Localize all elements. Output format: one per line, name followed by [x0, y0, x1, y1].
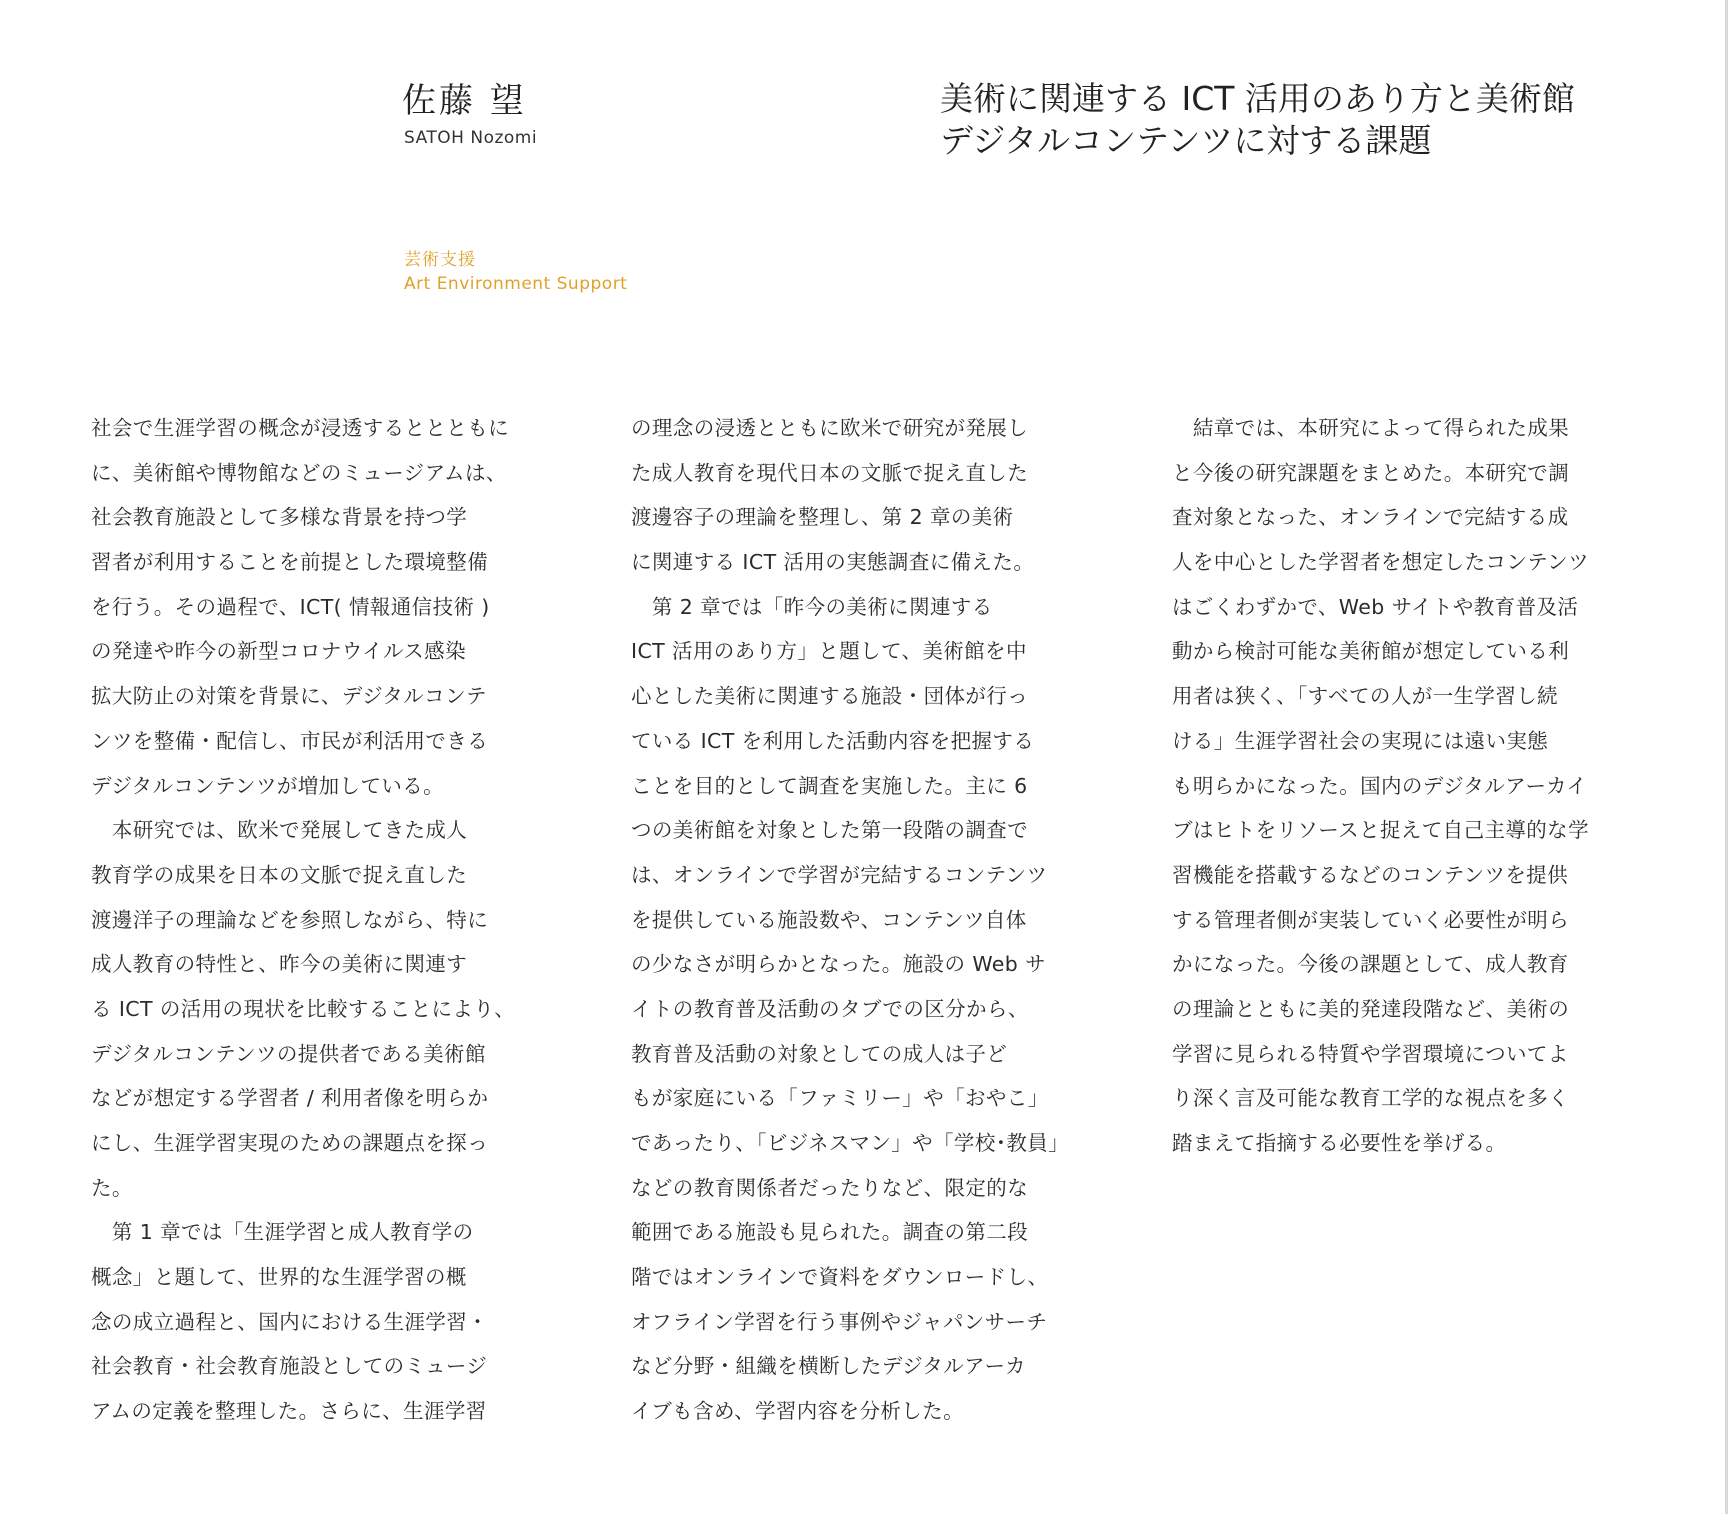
body-text-line: など分野・組織を横断したデジタルアーカ: [631, 1354, 1026, 1379]
body-text-line: も明らかになった。国内のデジタルアーカイ: [1172, 773, 1588, 798]
body-text-line: 人を中心とした学習者を想定したコンテンツ: [1172, 550, 1589, 575]
body-text-line: 概念」と題して、世界的な生涯学習の概: [91, 1265, 467, 1290]
body-text-line: 学習に見られる特質や学習環境についてよ: [1172, 1041, 1569, 1066]
body-text-line: 教育学の成果を日本の文脈で捉え直した: [91, 862, 468, 887]
author-name-japanese: 佐藤 望: [402, 81, 527, 121]
body-column-1: [91, 406, 561, 1434]
body-text-line: 渡邊洋子の理論などを参照しながら、特に: [91, 907, 489, 932]
body-text-line: ている ICT を利用した活動内容を把握する: [631, 728, 1035, 753]
title-line: 美術に関連する ICT 活用のあり方と美術館: [940, 79, 1575, 118]
body-text-line: に関連する ICT 活用の実態調査に備えた。: [631, 550, 1035, 575]
body-text-line: などの教育関係者だったりなど、限定的な: [631, 1175, 1029, 1200]
body-text-line: デジタルコンテンツの提供者である美術館: [91, 1041, 486, 1066]
body-text-line: イトの教育普及活動のタブでの区分から、: [631, 996, 1029, 1021]
paper-title: [940, 78, 1660, 162]
body-text-line: 第 2 章では「昨今の美術に関連する: [631, 594, 993, 619]
body-text-line: オフライン学習を行う事例やジャパンサーチ: [631, 1309, 1048, 1334]
body-text-line: 社会教育・社会教育施設としてのミュージ: [91, 1354, 488, 1379]
body-text-line: 踏まえて指摘する必要性を挙げる。: [1172, 1131, 1507, 1155]
body-text-line: ICT 活用のあり方」と題して、美術館を中: [631, 639, 1027, 664]
department-name-japanese: 芸術支援: [404, 250, 476, 270]
body-text-line: 心とした美術に関連する施設・団体が行っ: [631, 684, 1029, 709]
body-text-line: もが家庭にいる「ファミリー」や「おやこ」: [631, 1086, 1049, 1111]
body-text-line: ことを目的として調査を実施した。主に 6: [631, 773, 1028, 798]
body-text-line: の少なさが明らかとなった。施設の Web サ: [631, 952, 1047, 977]
body-text-line: 習者が利用することを前提とした環境整備: [91, 550, 489, 575]
body-text-line: デジタルコンテンツが増加している。: [91, 773, 445, 798]
body-text-line: 査対象となった、オンラインで完結する成: [1172, 505, 1569, 530]
body-text-line: 階ではオンラインで資料をダウンロードし、: [631, 1265, 1049, 1290]
body-text-line: 社会で生涯学習の概念が浸透するととともに: [91, 416, 509, 440]
body-text-line: の理論とともに美的発達段階など、美術の: [1172, 996, 1570, 1021]
body-text-line: を行う。その過程で、ICT( 情報通信技術 ): [91, 594, 490, 619]
department-name-english: Art Environment Support: [404, 274, 628, 294]
body-text-line: に、美術館や博物館などのミュージアムは、: [91, 460, 507, 485]
body-text-line: かになった。今後の課題として、成人教育: [1172, 952, 1569, 977]
body-text-line: た成人教育を現代日本の文脈で捉え直した: [631, 460, 1029, 485]
body-text-line: の理念の浸透とともに欧米で研究が発展し: [631, 416, 1029, 440]
title-line: デジタルコンテンツに対する課題: [940, 121, 1432, 160]
body-text-line: と今後の研究課題をまとめた。本研究で調: [1172, 460, 1570, 485]
body-text-line: 習機能を搭載するなどのコンテンツを提供: [1172, 862, 1569, 887]
body-column-3: [1172, 406, 1642, 1166]
body-text-line: 成人教育の特性と、昨今の美術に関連す: [91, 952, 468, 977]
body-text-line: 拡大防止の対策を背景に、デジタルコンテ: [91, 684, 487, 709]
body-text-line: ンツを整備・配信し、市民が利活用できる: [91, 728, 489, 753]
body-text-line: などが想定する学習者 / 利用者像を明らか: [91, 1086, 489, 1111]
body-text-line: 範囲である施設も見られた。調査の第二段: [631, 1220, 1029, 1245]
body-text-line: 教育普及活動の対象としての成人は子ど: [631, 1041, 1008, 1066]
body-text-line: はごくわずかで、Web サイトや教育普及活: [1172, 594, 1579, 619]
body-text-line: アムの定義を整理した。さらに、生涯学習: [91, 1399, 487, 1424]
body-text-line: を提供している施設数や、コンテンツ自体: [631, 907, 1027, 932]
body-text-line: 動から検討可能な美術館が想定している利: [1172, 639, 1570, 664]
body-text-line: 社会教育施設として多様な背景を持つ学: [91, 505, 468, 530]
body-text-line: ブはヒトをリソースと捉えて自己主導的な学: [1172, 818, 1589, 843]
body-text-line: であったり、「ビジネスマン」や「学校･教員」: [631, 1131, 1070, 1155]
body-column-2: [631, 406, 1101, 1434]
body-text-line: 結章では、本研究によって得られた成果: [1172, 416, 1570, 440]
body-text-line: る ICT の活用の現状を比較することにより、: [91, 996, 516, 1021]
body-text-line: つの美術館を対象とした第一段階の調査で: [631, 818, 1029, 843]
body-text-line: の発達や昨今の新型コロナウイルス感染: [91, 639, 466, 664]
body-text-line: た。: [91, 1175, 133, 1200]
body-text-line: 第 1 章では「生涯学習と成人教育学の: [91, 1220, 474, 1245]
body-text-line: ける」生涯学習社会の実現には遠い実態: [1172, 728, 1549, 753]
body-text-line: する管理者側が実装していく必要性が明ら: [1172, 907, 1570, 932]
body-text-line: り深く言及可能な教育工学的な視点を多く: [1172, 1086, 1570, 1111]
body-text-line: イブも含め、学習内容を分析した。: [631, 1399, 964, 1424]
body-text-line: 渡邊容子の理論を整理し、第 2 章の美術: [631, 505, 1014, 530]
body-text-line: は、オンラインで学習が完結するコンテンツ: [631, 862, 1048, 887]
body-text-line: にし、生涯学習実現のための課題点を探っ: [91, 1131, 489, 1155]
author-name-english: SATOH Nozomi: [404, 128, 538, 148]
body-text-line: 用者は狭く、「すべての人が一生学習し続: [1172, 684, 1559, 709]
body-text-line: 本研究では、欧米で発展してきた成人: [91, 818, 468, 843]
department-label: [404, 248, 627, 296]
body-text-line: 念の成立過程と、国内における生涯学習・: [91, 1309, 489, 1334]
